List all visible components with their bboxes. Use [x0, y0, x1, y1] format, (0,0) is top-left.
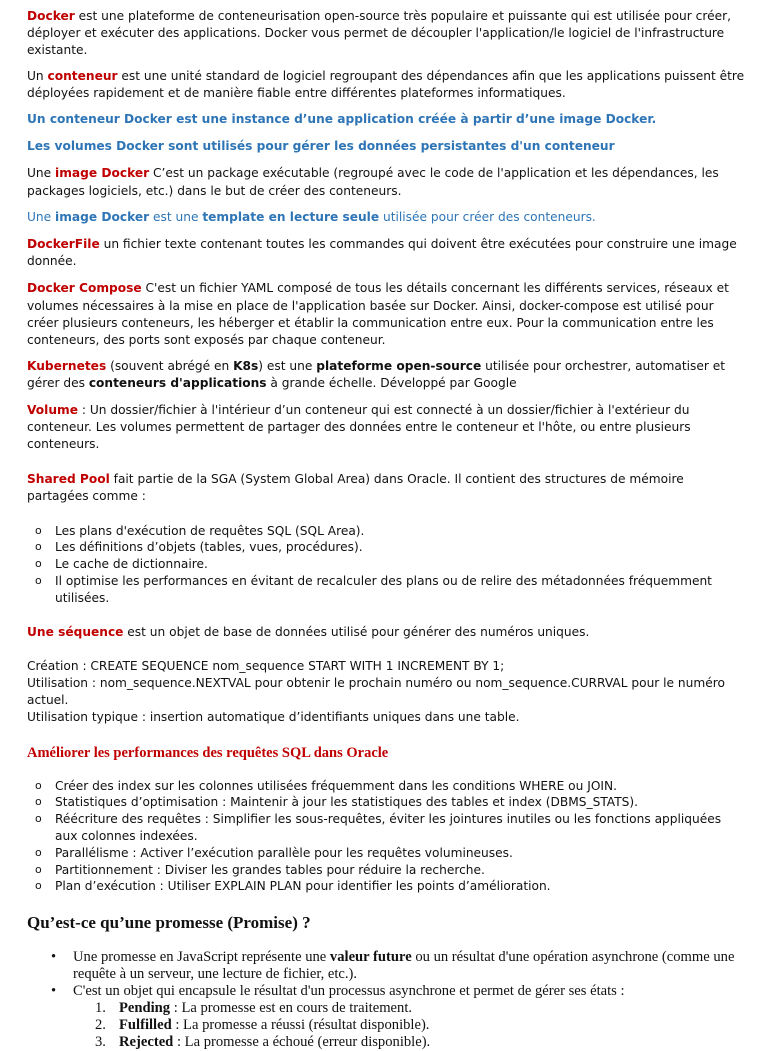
circle-bullet-icon: o: [35, 540, 42, 554]
state-desc: : La promesse est en cours de traitement.: [170, 1000, 413, 1017]
circle-bullet-icon: o: [35, 879, 42, 893]
volume-paragraph: [27, 402, 745, 454]
k8s-f: conteneurs d'applications: [88, 376, 267, 391]
term-kubernetes: Kubernetes: [27, 359, 107, 374]
docker-compose-paragraph: [27, 280, 745, 349]
shared-pool-definition: fait partie de la SGA (System Global Area) dans Oracle. Il contient des structures de mémoire partagées comme :: [27, 472, 684, 504]
list-item-text: Parallélisme : Activer l’exécution parallèle pour les requêtes volumineuses.: [55, 845, 513, 860]
circle-bullet-icon: o: [35, 862, 42, 876]
circle-bullet-icon: o: [35, 778, 42, 792]
term-docker: Docker: [27, 9, 75, 23]
list-item: [35, 573, 745, 607]
sequence-definition: est un objet de base de données utilisé pour générer des numéros uniques.: [123, 624, 590, 639]
state-number: 3.: [95, 1034, 106, 1051]
term-dockerfile: DockerFile: [27, 237, 100, 252]
docker-compose-definition: C'est un fichier YAML composé de tous les détails concernant les différents services, réseaux et volumes nécessaires à la mise en place de l'application basée sur Docker. Ainsi, docker-compose est utilisé pour créer plusieurs conteneurs, les héberger et établir la communication entre eux. Pour la communication entre les conteneurs, des ports sont exposés par chaque conteneur.: [27, 281, 729, 348]
list-item: [51, 949, 745, 983]
term-image-docker: image Docker: [55, 166, 150, 181]
circle-bullet-icon: o: [35, 523, 42, 537]
circle-bullet-icon: o: [35, 845, 42, 859]
sequence-typical-use: Utilisation typique : insertion automatique d’identifiants uniques dans une table.: [27, 710, 520, 725]
list-item-text: Le cache de dictionnaire.: [55, 557, 208, 572]
list-item: [35, 556, 745, 573]
list-item: [35, 878, 745, 895]
promise-text-c: ou un résultat d'une opération asynchrone (comme une requête à un serveur, une lecture de fichier, etc.).: [73, 949, 735, 983]
circle-bullet-icon: o: [35, 795, 42, 809]
promise-state-item: [95, 1017, 745, 1034]
sequence-details: [27, 658, 745, 727]
promise-state-item: [95, 1000, 745, 1017]
promise-heading: Qu’est-ce qu’une promesse (Promise) ?: [27, 913, 311, 933]
k8s-a: (souvent abrégé en: [106, 359, 234, 374]
state-name: Fulfilled: [119, 1017, 172, 1034]
k8s-b: K8s: [233, 359, 259, 374]
list-item: [35, 845, 745, 862]
image-note-d: template en lecture seule: [202, 209, 380, 224]
list-item: [51, 983, 745, 1051]
docker-paragraph: [27, 8, 745, 60]
circle-bullet-icon: o: [35, 812, 42, 826]
list-item-text: Il optimise les performances en évitant de recalculer des plans ou de relire des métadonnées fréquemment utilisées.: [55, 574, 712, 605]
list-item: [35, 539, 745, 556]
promise-states-list: [73, 1000, 745, 1051]
list-item: [35, 811, 745, 845]
image-note-b: image Docker: [55, 209, 150, 224]
term-docker-compose: Docker Compose: [27, 281, 142, 296]
image-note-c: est une: [149, 209, 203, 224]
sequence-usage: Utilisation : nom_sequence.NEXTVAL pour obtenir le prochain numéro ou nom_sequence.CURRVAL pour le numéro actuel.: [27, 676, 725, 708]
circle-bullet-icon: o: [35, 557, 42, 571]
image-docker-paragraph: [27, 165, 745, 199]
conteneur-paragraph: [27, 68, 745, 102]
list-item-text: Réécriture des requêtes : Simplifier les sous-requêtes, éviter les jointures inutiles ou les fonctions appliquées aux colonnes indexées.: [55, 812, 722, 844]
state-number: 1.: [95, 1000, 106, 1017]
shared-pool-list: [27, 523, 745, 607]
term-sequence: Une séquence: [27, 624, 124, 639]
docker-definition: est une plateforme de conteneurisation open-source très populaire et puissante qui est utilisée pour créer, déployer et exécuter des applications. Docker vous permet de découpler l'application/le logiciel de l'infrastructure existante.: [27, 9, 731, 58]
dockerfile-definition: un fichier texte contenant toutes les commandes qui doivent être exécutées pour construire une image donnée.: [27, 237, 737, 269]
promise-text-b: valeur future: [329, 949, 412, 966]
image-definition: C’est un package exécutable (regroupé avec le code de l'application et les dépendances, les packages logiciels, etc.) dans le but de créer des conteneurs.: [27, 166, 719, 198]
volumes-note: Les volumes Docker sont utilisés pour gérer les données persistantes d'un conteneur: [27, 139, 615, 154]
list-item-text: Plan d’exécution : Utiliser EXPLAIN PLAN pour identifier les points d’amélioration.: [55, 879, 551, 894]
term-volume: Volume: [27, 402, 78, 417]
volume-definition: : Un dossier/fichier à l'intérieur d’un conteneur qui est connecté à un dossier/fichier à l'extérieur du conteneur. Les volumes permettent de partager des données entre le conteneur et l'hôte, ou entre plusieurs conteneurs.: [27, 402, 691, 452]
sql-performance-heading: Améliorer les performances des requêtes SQL dans Oracle: [27, 744, 389, 761]
k8s-e: utilisée pour orchestrer, automatiser et gérer des: [27, 359, 726, 391]
sequence-paragraph: [27, 624, 745, 641]
list-item-text: Partitionnement : Diviser les grandes tables pour réduire la recherche.: [55, 862, 485, 877]
state-desc: : La promesse a échoué (erreur disponible).: [173, 1034, 431, 1051]
dockerfile-paragraph: [27, 236, 745, 270]
list-item-text: Les plans d'exécution de requêtes SQL (SQL Area).: [55, 523, 365, 538]
promise-text-a: Une promesse en JavaScript représente une: [73, 949, 330, 966]
circle-bullet-icon: o: [35, 574, 42, 588]
state-name: Pending: [119, 1000, 171, 1017]
state-desc: : La promesse a réussi (résultat disponible).: [171, 1017, 430, 1034]
promise-text-2: C'est un objet qui encapsule le résultat d'un processus asynchrone et permet de gérer ses états :: [73, 983, 625, 1000]
state-number: 2.: [95, 1017, 106, 1034]
term-shared-pool: Shared Pool: [27, 472, 110, 487]
kubernetes-paragraph: [27, 358, 745, 392]
disc-bullet-icon: •: [51, 949, 57, 966]
conteneur-definition: est une unité standard de logiciel regroupant des dépendances afin que les applications puissent être déployées rapidement et de manière fiable entre différentes plateformes informatiques.: [27, 68, 745, 100]
k8s-c: ) est une: [258, 359, 317, 374]
conteneur-prefix: Un: [27, 68, 48, 83]
list-item-text: Créer des index sur les colonnes utilisées fréquemment dans les conditions WHERE ou JOIN.: [55, 778, 618, 793]
image-prefix: Une: [27, 166, 56, 181]
list-item-text: Statistiques d’optimisation : Maintenir à jour les statistiques des tables et index (DBMS_STATS).: [55, 795, 639, 810]
k8s-g: à grande échelle. Développé par Google: [266, 376, 517, 391]
sequence-creation: Création : CREATE SEQUENCE nom_sequence START WITH 1 INCREMENT BY 1;: [27, 658, 505, 673]
promise-state-item: [95, 1034, 745, 1051]
state-name: Rejected: [119, 1034, 174, 1051]
list-item-text: Les définitions d’objets (tables, vues, procédures).: [55, 540, 363, 555]
list-item: [35, 794, 745, 811]
image-note-a: Une: [27, 209, 56, 224]
list-item: [35, 523, 745, 540]
promise-list: [27, 949, 745, 1051]
list-item: [35, 778, 745, 795]
shared-pool-paragraph: [27, 471, 745, 505]
k8s-d: plateforme open-source: [316, 359, 482, 374]
list-item: [35, 862, 745, 879]
container-instance-note: Un conteneur Docker est une instance d’une application créée à partir d’une image Docker.: [27, 112, 657, 127]
sql-tips-list: [27, 778, 745, 896]
term-conteneur: conteneur: [47, 68, 118, 83]
disc-bullet-icon: •: [51, 983, 57, 1000]
image-note-e: utilisée pour créer des conteneurs.: [379, 209, 596, 224]
document-page: [27, 8, 745, 1051]
image-template-note: [27, 209, 745, 226]
